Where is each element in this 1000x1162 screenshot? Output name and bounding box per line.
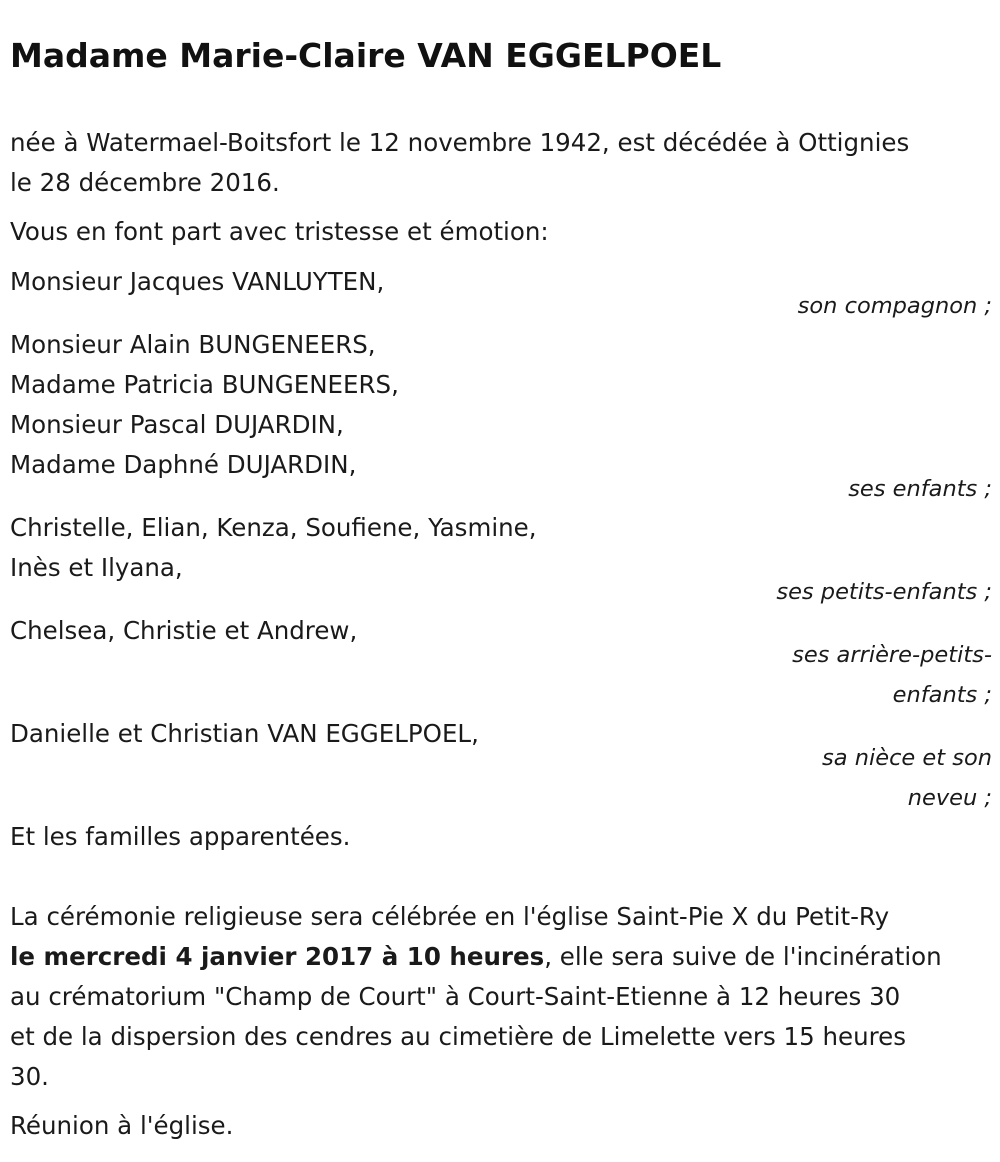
relation-line-1: ses arrière-petits- — [792, 642, 992, 668]
intro-line-1: née à Watermael-Boitsfort le 12 novembre 1942, est décédée à Ottignies — [10, 128, 910, 157]
mourner-name: Monsieur Pascal DUJARDIN, — [10, 410, 344, 439]
children-relation: ses enfants ; — [848, 476, 992, 502]
mourner-name: Madame Daphné DUJARDIN, — [10, 450, 357, 479]
relation-line-2: neveu ; — [907, 785, 992, 811]
mourner-name: Monsieur Jacques VANLUYTEN, — [10, 267, 385, 296]
ceremony-line-3: au crématorium "Champ de Court" à Court-Saint-Etienne à 12 heures 30 — [10, 982, 901, 1011]
ceremony-paragraph — [10, 897, 992, 1097]
announcement-text: Vous en font part avec tristesse et émotion: — [10, 217, 549, 246]
mourner-name: Monsieur Alain BUNGENEERS, — [10, 330, 376, 359]
mourner-name: Chelsea, Christie et Andrew, — [10, 616, 358, 645]
ceremony-line-5: 30. — [10, 1062, 49, 1091]
ceremony-line-2 — [10, 937, 992, 977]
page-title: Madame Marie-Claire VAN EGGELPOEL — [10, 36, 722, 75]
ceremony-line-4: et de la dispersion des cendres au cimetière de Limelette vers 15 heures — [10, 1022, 906, 1051]
intro-line-2: le 28 décembre 2016. — [10, 168, 280, 197]
intro-paragraph — [10, 123, 992, 203]
companion-relation: son compagnon ; — [797, 293, 992, 319]
mourner-name: Christelle, Elian, Kenza, Soufiene, Yasmine, — [10, 513, 537, 542]
ceremony-line-1: La cérémonie religieuse sera célébrée en l'église Saint-Pie X du Petit-Ry — [10, 902, 890, 931]
relation-line-1: sa nièce et son — [822, 745, 992, 771]
ceremony-line-2-rest: , elle sera suive de l'incinération — [544, 942, 942, 971]
mourner-name: Danielle et Christian VAN EGGELPOEL, — [10, 719, 479, 748]
great-grandchildren-relation — [792, 635, 992, 715]
ceremony-date: le mercredi 4 janvier 2017 à 10 heures — [10, 942, 545, 971]
relation-line-2: enfants ; — [892, 682, 992, 708]
meeting-text: Réunion à l'église. — [10, 1111, 234, 1140]
niece-nephew-relation — [822, 738, 992, 818]
families-text: Et les familles apparentées. — [10, 822, 351, 851]
grandchildren-relation: ses petits-enfants ; — [776, 579, 992, 605]
children-names — [10, 325, 992, 485]
mourner-name: Madame Patricia BUNGENEERS, — [10, 370, 399, 399]
mourner-name: Inès et Ilyana, — [10, 553, 183, 582]
